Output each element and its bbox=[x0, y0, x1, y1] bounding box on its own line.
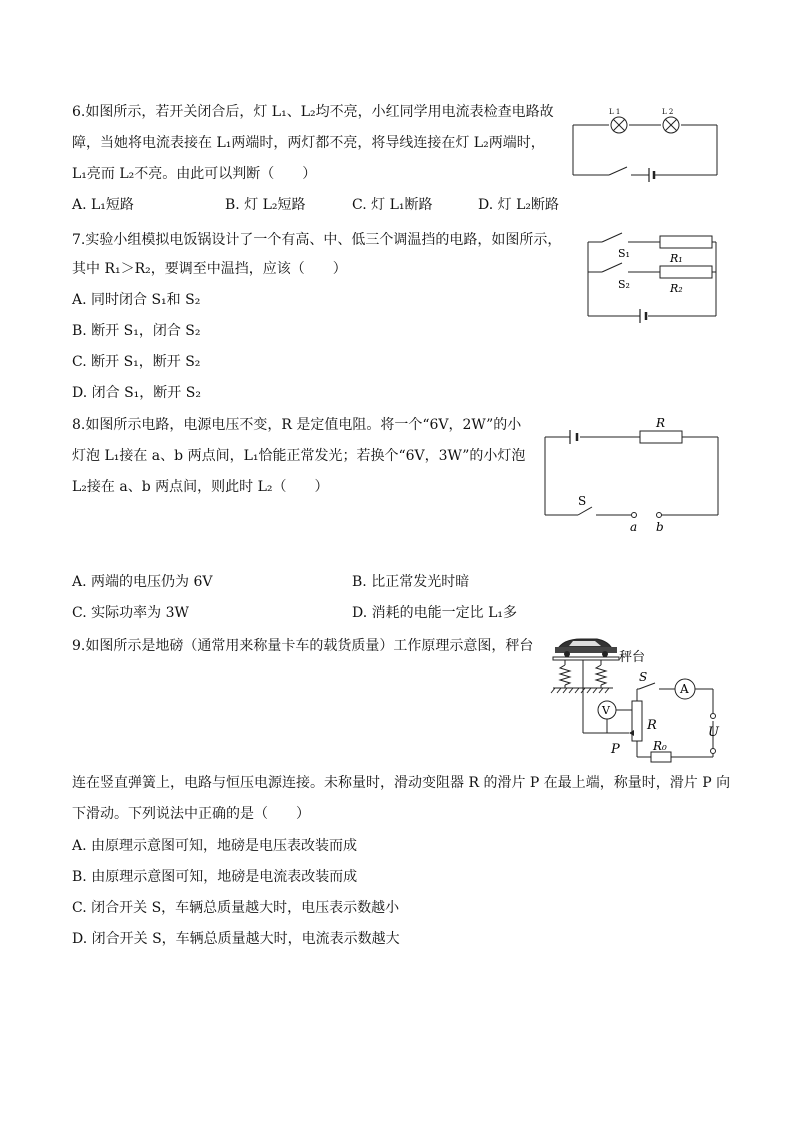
terminal-bottom-icon bbox=[711, 749, 716, 754]
switch-s2-label: S₂ bbox=[618, 278, 630, 291]
voltage-u-label: U bbox=[708, 725, 719, 740]
q7-option-d[interactable]: D. 闭合 S₁，断开 S₂ bbox=[72, 385, 201, 401]
lamp-l1-label: L 1 bbox=[609, 108, 621, 116]
q7-line-1: 7.实验小组模拟电饭锅设计了一个有高、中、低三个调温挡的电路，如图所示， bbox=[72, 232, 562, 248]
q9-weighbridge-diagram bbox=[545, 633, 730, 768]
resistor-r2-icon bbox=[660, 266, 712, 278]
resistor-r1-icon bbox=[660, 236, 712, 248]
switch-s1-label: S₁ bbox=[618, 247, 630, 260]
battery-icon bbox=[570, 430, 577, 444]
q7-circuit-diagram bbox=[580, 230, 730, 325]
q8-line-1: 8.如图所示电路，电源电压不变，R 是定值电阻。将一个“6V，2W”的小 bbox=[72, 417, 522, 433]
resistor-r0-label: R₀ bbox=[653, 739, 667, 753]
lamp-l2-label: L 2 bbox=[662, 108, 674, 116]
q8-option-c[interactable]: C. 实际功率为 3W bbox=[72, 605, 189, 621]
q9-line-3: 下滑动。下列说法中正确的是（ ） bbox=[72, 806, 310, 822]
q6-circuit-diagram bbox=[565, 105, 725, 185]
q9-line-2: 连在竖直弹簧上，电路与恒压电源连接。未称量时，滑动变阻器 R 的滑片 P 在最上端，称量时，滑片 P 向 bbox=[72, 775, 731, 791]
q8-option-a[interactable]: A. 两端的电压仍为 6V bbox=[72, 574, 213, 590]
q9-option-a[interactable]: A. 由原理示意图可知，地磅是电压表改装而成 bbox=[72, 838, 358, 854]
q6-option-c[interactable]: C. 灯 L₁断路 bbox=[352, 197, 433, 213]
q9-option-c[interactable]: C. 闭合开关 S，车辆总质量越大时，电压表示数越小 bbox=[72, 900, 400, 916]
terminal-b-label: b bbox=[656, 520, 664, 534]
q6-line-2: 障，当她将电流表接在 L₁两端时，两灯都不亮，将导线连接在灯 L₂两端时， bbox=[72, 135, 545, 151]
battery-icon bbox=[649, 168, 654, 182]
ammeter-label: A bbox=[680, 682, 689, 696]
q6-line-3: L₁亮而 L₂不亮。由此可以判断（ ） bbox=[72, 166, 317, 182]
q8-line-2: 灯泡 L₁接在 a、b 两点间，L₁恰能正常发光；若换个“6V，3W”的小灯泡 bbox=[72, 448, 526, 464]
spring-icon bbox=[551, 660, 613, 693]
q8-line-3: L₂接在 a、b 两点间，则此时 L₂（ ） bbox=[72, 479, 329, 495]
resistor-r-label: R bbox=[656, 416, 666, 430]
switch-s-label: S bbox=[639, 670, 648, 684]
resistor-r0-icon bbox=[651, 752, 671, 762]
terminal-b-icon bbox=[657, 513, 662, 518]
q9-option-b[interactable]: B. 由原理示意图可知，地磅是电流表改装而成 bbox=[72, 869, 358, 885]
q6-option-a[interactable]: A. L₁短路 bbox=[72, 197, 134, 213]
terminal-a-label: a bbox=[630, 520, 638, 534]
car-icon bbox=[555, 639, 617, 657]
slider-p-label: P bbox=[611, 742, 620, 757]
lamp-l1-icon bbox=[611, 117, 627, 133]
q7-option-b[interactable]: B. 断开 S₁，闭合 S₂ bbox=[72, 323, 201, 339]
scale-platform-icon bbox=[553, 657, 619, 660]
lamp-l2-icon bbox=[663, 117, 679, 133]
q8-option-b[interactable]: B. 比正常发光时暗 bbox=[352, 574, 470, 590]
q8-circuit-diagram bbox=[540, 415, 725, 540]
rheostat-r-label: R bbox=[647, 718, 657, 733]
q6-option-d[interactable]: D. 灯 L₂断路 bbox=[478, 197, 559, 213]
q6-option-b[interactable]: B. 灯 L₂短路 bbox=[225, 197, 306, 213]
terminal-top-icon bbox=[711, 714, 716, 719]
resistor-r2-label: R₂ bbox=[670, 282, 683, 295]
q7-line-2: 其中 R₁＞R₂，要调至中温挡，应该（ ） bbox=[72, 261, 347, 277]
platform-label: 秤台 bbox=[619, 650, 646, 665]
q7-option-c[interactable]: C. 断开 S₁，断开 S₂ bbox=[72, 354, 201, 370]
terminal-a-icon bbox=[632, 513, 637, 518]
q9-option-d[interactable]: D. 闭合开关 S，车辆总质量越大时，电流表示数越大 bbox=[72, 931, 400, 947]
q9-line-1: 9.如图所示是地磅（通常用来称量卡车的载货质量）工作原理示意图，秤台 bbox=[72, 638, 534, 654]
resistor-r-icon bbox=[640, 431, 682, 443]
switch-s-label: S bbox=[578, 494, 587, 508]
q8-option-d[interactable]: D. 消耗的电能一定比 L₁多 bbox=[352, 605, 517, 621]
resistor-r1-label: R₁ bbox=[670, 252, 683, 265]
q6-line-1: 6.如图所示，若开关闭合后，灯 L₁、L₂均不亮，小红同学用电流表检查电路故 bbox=[72, 104, 554, 120]
voltmeter-label: V bbox=[602, 704, 610, 717]
q7-option-a[interactable]: A. 同时闭合 S₁和 S₂ bbox=[72, 292, 201, 308]
battery-icon bbox=[640, 309, 646, 323]
